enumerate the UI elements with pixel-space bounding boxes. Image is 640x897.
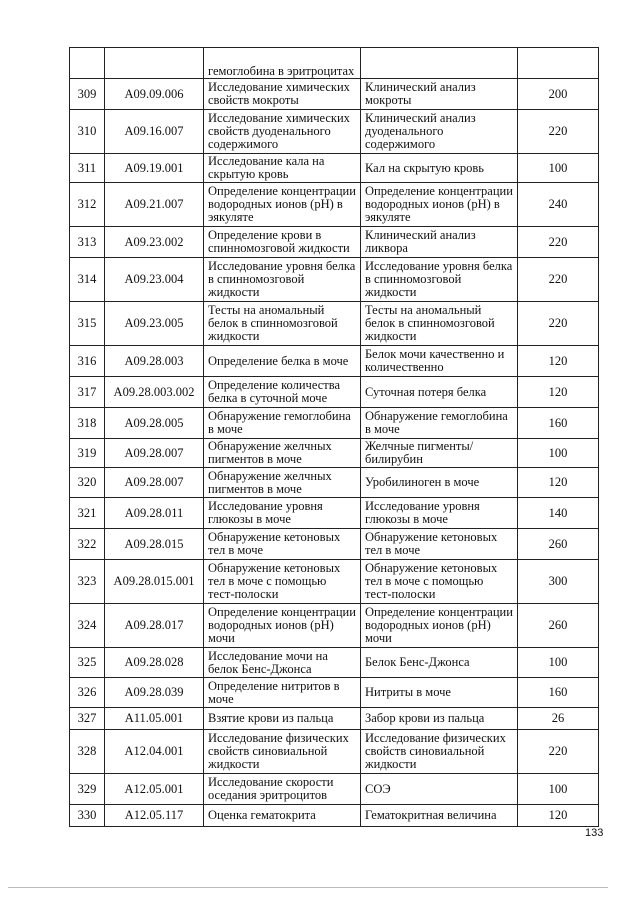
price-cell: 220 (518, 730, 599, 774)
service-code-cell: A09.28.015 (105, 529, 204, 560)
service-code-cell: A11.05.001 (105, 708, 204, 730)
table-row (70, 730, 599, 774)
service-name-cell: Исследование химических свойств дуоденального содержимого (204, 110, 361, 154)
analysis-name-cell: Клинический анализ мокроты (361, 79, 518, 110)
price-cell: 260 (518, 604, 599, 648)
price-cell: 140 (518, 498, 599, 529)
analysis-name-cell: Определение концентрации водородных ионов (pH) мочи (361, 604, 518, 648)
row-number-cell (70, 48, 105, 79)
service-code-cell: A09.09.006 (105, 79, 204, 110)
service-code-cell: A09.28.028 (105, 648, 204, 678)
row-number-cell: 321 (70, 498, 105, 529)
price-cell: 100 (518, 774, 599, 805)
analysis-name-cell: Желчные пигменты/билирубин (361, 439, 518, 468)
price-cell: 240 (518, 183, 599, 227)
row-number-cell: 323 (70, 560, 105, 604)
analysis-name-cell (361, 48, 518, 79)
service-name-cell: Исследование уровня белка в спинномозговой жидкости (204, 258, 361, 302)
service-code-cell: A09.23.005 (105, 302, 204, 346)
service-name-cell: Определение крови в спинномозговой жидкости (204, 227, 361, 258)
table-row (70, 604, 599, 648)
service-name-cell: Определение концентрации водородных ионов (pH) мочи (204, 604, 361, 648)
analysis-name-cell: Нитриты в моче (361, 678, 518, 708)
row-number-cell: 314 (70, 258, 105, 302)
price-cell (518, 48, 599, 79)
service-name-cell: Тесты на аномальный белок в спинномозговой жидкости (204, 302, 361, 346)
service-name-cell: Исследование скорости оседания эритроцитов (204, 774, 361, 805)
service-name-cell: Обнаружение гемоглобина в моче (204, 408, 361, 439)
analysis-name-cell: Обнаружение гемоглобина в моче (361, 408, 518, 439)
row-number-cell: 326 (70, 678, 105, 708)
table-row (70, 183, 599, 227)
row-number-cell: 327 (70, 708, 105, 730)
analysis-name-cell: Клинический анализ дуоденального содержимого (361, 110, 518, 154)
service-code-cell: A09.28.007 (105, 439, 204, 468)
service-code-cell: A09.28.003 (105, 346, 204, 377)
row-number-cell: 311 (70, 154, 105, 183)
table-row (70, 498, 599, 529)
analysis-name-cell: Уробилиноген в моче (361, 468, 518, 498)
service-code-cell: A09.28.011 (105, 498, 204, 529)
service-code-cell: A09.28.003.002 (105, 377, 204, 408)
service-code-cell: A09.21.007 (105, 183, 204, 227)
service-code-cell: A12.05.001 (105, 774, 204, 805)
analysis-name-cell: Белок мочи качественно и количественно (361, 346, 518, 377)
table-row (70, 648, 599, 678)
service-name-cell: Исследование мочи на белок Бенс-Джонса (204, 648, 361, 678)
row-number-cell: 309 (70, 79, 105, 110)
price-cell: 260 (518, 529, 599, 560)
analysis-name-cell: Белок Бенс-Джонса (361, 648, 518, 678)
price-cell: 160 (518, 678, 599, 708)
table-row (70, 708, 599, 730)
scan-edge-line (8, 887, 608, 888)
row-number-cell: 312 (70, 183, 105, 227)
row-number-cell: 320 (70, 468, 105, 498)
row-number-cell: 319 (70, 439, 105, 468)
row-number-cell: 322 (70, 529, 105, 560)
analysis-name-cell: Исследование уровня белка в спинномозговой жидкости (361, 258, 518, 302)
service-name-cell: Взятие крови из пальца (204, 708, 361, 730)
analysis-name-cell: Исследование физических свойств синовиальной жидкости (361, 730, 518, 774)
row-number-cell: 313 (70, 227, 105, 258)
row-number-cell: 329 (70, 774, 105, 805)
price-cell: 220 (518, 258, 599, 302)
service-name-cell: Исследование химических свойств мокроты (204, 79, 361, 110)
service-name-cell: Определение концентрации водородных ионов (pH) в эякуляте (204, 183, 361, 227)
analysis-name-cell: Обнаружение кетоновых тел в моче (361, 529, 518, 560)
price-cell: 220 (518, 302, 599, 346)
service-code-cell: A09.28.005 (105, 408, 204, 439)
table-row (70, 529, 599, 560)
analysis-name-cell: Обнаружение кетоновых тел в моче с помощью тест-полоски (361, 560, 518, 604)
price-cell: 120 (518, 346, 599, 377)
row-number-cell: 316 (70, 346, 105, 377)
price-cell: 100 (518, 154, 599, 183)
table-row (70, 408, 599, 439)
service-code-cell: A09.23.002 (105, 227, 204, 258)
table-row (70, 468, 599, 498)
analysis-name-cell: Исследование уровня глюкозы в моче (361, 498, 518, 529)
service-code-cell: A12.05.117 (105, 805, 204, 827)
service-name-cell: Обнаружение кетоновых тел в моче (204, 529, 361, 560)
analysis-name-cell: Гематокритная величина (361, 805, 518, 827)
service-name-cell: Обнаружение желчных пигментов в моче (204, 439, 361, 468)
service-code-cell (105, 48, 204, 79)
table-row (70, 560, 599, 604)
service-code-cell: A12.04.001 (105, 730, 204, 774)
table-row (70, 227, 599, 258)
service-code-cell: A09.28.039 (105, 678, 204, 708)
table-row (70, 774, 599, 805)
row-number-cell: 328 (70, 730, 105, 774)
row-number-cell: 315 (70, 302, 105, 346)
price-cell: 160 (518, 408, 599, 439)
price-cell: 300 (518, 560, 599, 604)
service-name-cell: Определение белка в моче (204, 346, 361, 377)
service-name-cell: Исследование уровня глюкозы в моче (204, 498, 361, 529)
service-code-cell: A09.19.001 (105, 154, 204, 183)
service-name-cell: Исследование кала на скрытую кровь (204, 154, 361, 183)
table-row (70, 439, 599, 468)
row-number-cell: 317 (70, 377, 105, 408)
analysis-name-cell: Определение концентрации водородных ионов (pH) в эякуляте (361, 183, 518, 227)
price-cell: 120 (518, 377, 599, 408)
price-cell: 100 (518, 439, 599, 468)
analysis-name-cell: Клинический анализ ликвора (361, 227, 518, 258)
table-row (70, 258, 599, 302)
analysis-name-cell: Суточная потеря белка (361, 377, 518, 408)
service-name-cell: Определение количества белка в суточной моче (204, 377, 361, 408)
row-number-cell: 324 (70, 604, 105, 648)
analysis-name-cell: Забор крови из пальца (361, 708, 518, 730)
service-name-cell: Оценка гематокрита (204, 805, 361, 827)
service-code-cell: A09.23.004 (105, 258, 204, 302)
table-row (70, 154, 599, 183)
table-row (70, 110, 599, 154)
price-cell: 220 (518, 110, 599, 154)
price-cell: 120 (518, 468, 599, 498)
table-row (70, 678, 599, 708)
analysis-name-cell: СОЭ (361, 774, 518, 805)
page-number: 133 (585, 827, 604, 839)
analysis-name-cell: Кал на скрытую кровь (361, 154, 518, 183)
service-code-cell: A09.28.015.001 (105, 560, 204, 604)
service-name-cell: Обнаружение желчных пигментов в моче (204, 468, 361, 498)
row-number-cell: 310 (70, 110, 105, 154)
price-list-table (69, 47, 599, 827)
table-row (70, 48, 599, 79)
table-row (70, 302, 599, 346)
price-list-body (70, 48, 599, 827)
price-cell: 200 (518, 79, 599, 110)
analysis-name-cell: Тесты на аномальный белок в спинномозговой жидкости (361, 302, 518, 346)
table-row (70, 79, 599, 110)
service-name-cell: Обнаружение кетоновых тел в моче с помощью тест-полоски (204, 560, 361, 604)
service-name-cell: гемоглобина в эритроцитах (204, 48, 361, 79)
row-number-cell: 325 (70, 648, 105, 678)
price-cell: 120 (518, 805, 599, 827)
service-code-cell: A09.28.007 (105, 468, 204, 498)
table-row (70, 346, 599, 377)
service-name-cell: Исследование физических свойств синовиальной жидкости (204, 730, 361, 774)
service-code-cell: A09.16.007 (105, 110, 204, 154)
table-row (70, 377, 599, 408)
row-number-cell: 318 (70, 408, 105, 439)
table-row (70, 805, 599, 827)
service-name-cell: Определение нитритов в моче (204, 678, 361, 708)
price-cell: 220 (518, 227, 599, 258)
row-number-cell: 330 (70, 805, 105, 827)
price-cell: 100 (518, 648, 599, 678)
service-code-cell: A09.28.017 (105, 604, 204, 648)
price-cell: 26 (518, 708, 599, 730)
